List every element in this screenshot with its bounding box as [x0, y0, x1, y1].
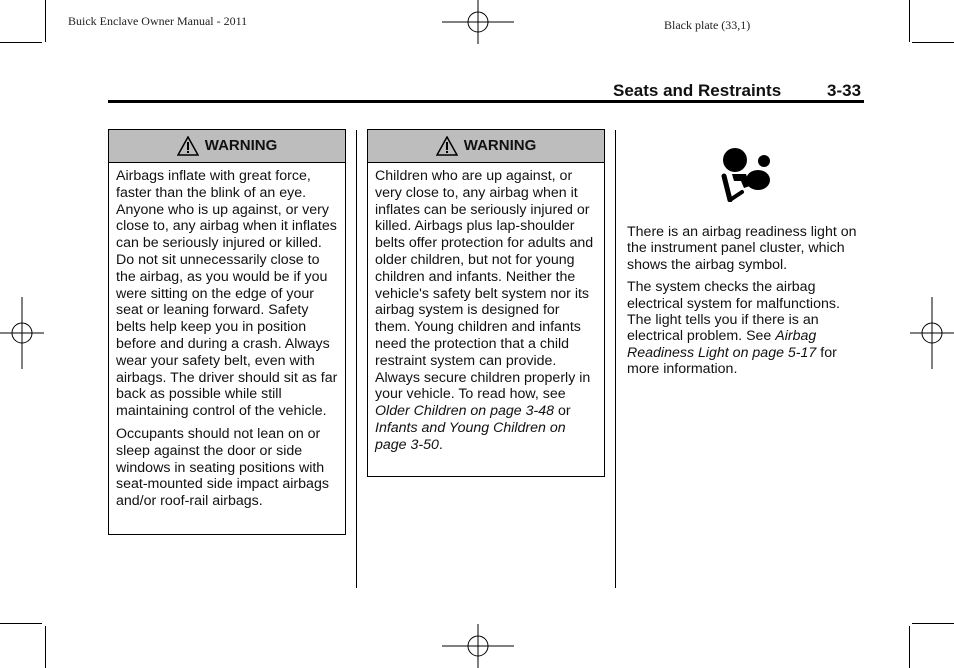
warning-body — [109, 163, 345, 520]
readiness-text — [627, 224, 859, 384]
paragraph — [627, 279, 859, 377]
column-divider — [356, 130, 357, 588]
connector-text: or — [554, 403, 571, 420]
warning-title: WARNING — [463, 136, 537, 154]
paragraph-text: The system checks the airbag electrical system for malfunctions. The light tells you if there is an electrical problem. See — [627, 279, 840, 345]
paragraph-end: for more information. — [627, 344, 837, 378]
paragraph: There is an airbag readiness light on the instrument panel cluster, which shows the airbag symbol. — [627, 224, 857, 273]
link-airbag-readiness-light[interactable]: Airbag Readiness Light on page 5-17 — [627, 328, 817, 361]
crop-mark-tr-h — [912, 42, 954, 43]
warning-title: WARNING — [204, 136, 278, 154]
crop-mark-br-v — [909, 626, 910, 668]
airbag-readiness-icon — [720, 146, 774, 202]
warning-header — [109, 130, 345, 163]
registration-mark-bottom-icon — [442, 624, 514, 668]
plate-label: Black plate (33,1) — [664, 18, 751, 32]
crop-mark-bl-h — [0, 623, 42, 624]
crop-mark-bl-v — [45, 626, 46, 668]
crop-mark-tl-v — [45, 0, 46, 42]
warning-text: Children who are up against, or very close to, any airbag when it inflates can be seriously injured or killed. Airbags plus lap-shoulder belts offer protection for adults and older children, but not for young children and infants. Neither the vehicle's safety belt system nor its airbag system is designed for them. Young children and infants need the protection that a child restraint system can provide. Always secure children properly in your vehicle. To read how, see — [375, 168, 594, 403]
warning-paragraph: Occupants should not lean on or sleep against the door or side windows in seating positions with seat-mounted side impact airbags and/or roof-rail airbags. — [116, 425, 329, 510]
header-rule — [108, 100, 864, 103]
section-title: Seats and Restraints — [613, 81, 782, 100]
warning-header — [368, 130, 604, 163]
registration-mark-top-icon — [442, 0, 514, 44]
warning-box-children — [367, 129, 605, 477]
column-divider — [615, 130, 616, 588]
crop-mark-tl-h — [0, 42, 42, 43]
warning-body — [368, 163, 604, 464]
crop-mark-tr-v — [909, 0, 910, 42]
manual-title: Buick Enclave Owner Manual - 2011 — [68, 14, 248, 28]
warning-paragraph — [375, 168, 598, 454]
end-text: . — [438, 436, 443, 453]
warning-paragraph: Airbags inflate with great force, faster than the blink of an eye. Anyone who is up against, or very close to, any airbag when it inflates can be seriously injured or killed. Do not sit unnecessarily close to the airbag, as you would be if you were sitting on the edge of your seat or leaning forward. Safety belts help keep you in position before and during a crash. Always wear your safety belt, even with airbags. The driver should sit as far back as possible while still maintaining control of the vehicle. — [116, 168, 338, 420]
crop-mark-br-h — [912, 623, 954, 624]
warning-triangle-icon — [436, 136, 458, 156]
registration-mark-right-icon — [910, 297, 954, 369]
registration-mark-left-icon — [0, 297, 44, 369]
link-older-children[interactable]: Older Children on page 3-48 — [375, 403, 555, 420]
warning-box-airbag-force — [108, 129, 346, 535]
page-number: 3-33 — [827, 81, 862, 100]
link-infants-young-children[interactable]: Infants and Young Children on page 3-50 — [375, 419, 566, 453]
warning-triangle-icon — [177, 136, 199, 156]
